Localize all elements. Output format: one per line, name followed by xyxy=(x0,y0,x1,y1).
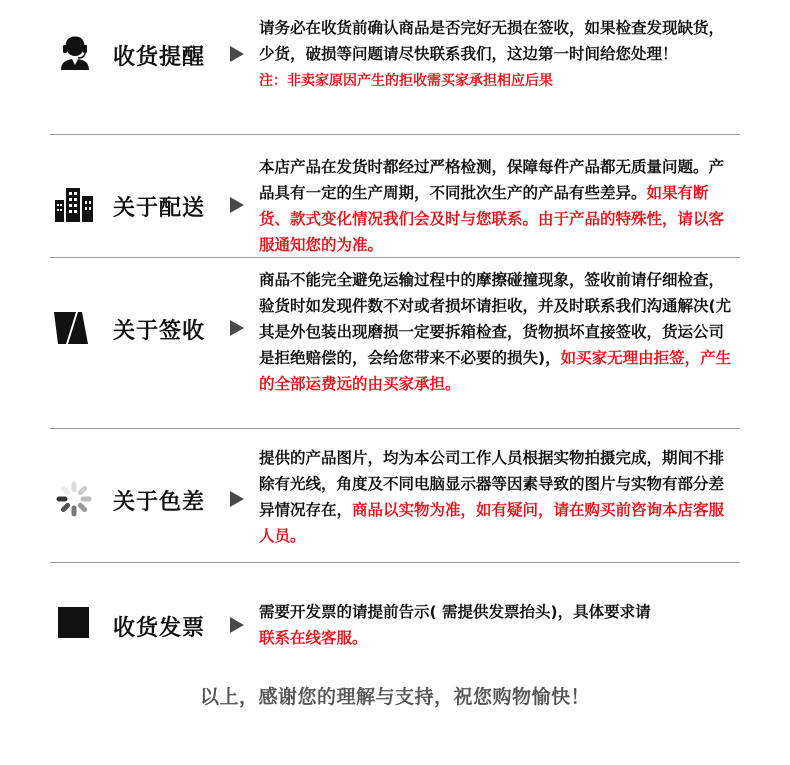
arrow-icon xyxy=(230,46,244,62)
section-delivery xyxy=(0,135,790,255)
section-title: 收货发票 xyxy=(113,616,206,641)
customer-service-icon xyxy=(57,34,93,70)
section-invoice xyxy=(0,563,790,663)
section-body: 商品不能完全避免运输过程中的摩擦碰撞现象，签收前请仔细检查，验货时如发现件数不对或者损坏请拒收，并及时联系我们沟通解决(尤其是外包装出现磨损一定要拆箱检查，货物损坏直接签收，货运公司是拒绝赔偿的，会给您带来不必要的损失)，如买家无理由拒签，产生的全部运费远的由买家承担。 xyxy=(259,271,732,393)
section-title: 关于配送 xyxy=(113,196,206,221)
signing-icon xyxy=(54,310,90,344)
section-signing xyxy=(0,258,790,428)
section-receipt-reminder xyxy=(0,0,790,135)
section-body: 需要开发票的请提前告示( 需提供发票抬头)，具体要求请 联系在线客服。 xyxy=(259,603,651,647)
arrow-icon xyxy=(230,617,244,633)
section-title: 收货提醒 xyxy=(113,45,206,70)
section-body: 本店产品在发货时都经过严格检测，保障每件产品都无质量问题。产品具有一定的生产周期，不同批次生产的产品有些差异。如果有断货、款式变化情况我们会及时与您联系。由于产品的特殊性，请以客服通知您的为准。 xyxy=(259,158,725,254)
section-title: 关于签收 xyxy=(113,319,206,344)
section-note: 注：非卖家原因产生的拒收需买家承担相应后果 xyxy=(259,73,553,89)
arrow-icon xyxy=(230,197,244,213)
invoice-square-icon xyxy=(58,607,89,638)
section-title: 关于色差 xyxy=(113,490,206,515)
section-body: 请务必在收货前确认商品是否完好无损在签收，如果检查发现缺货，少货，破损等问题请尽快联系我们，这边第一时间给您处理！ 注：非卖家原因产生的拒收需买家承担相应后果 xyxy=(259,19,725,89)
arrow-icon xyxy=(230,491,244,507)
loading-spinner-icon xyxy=(56,481,92,517)
footer-thanks: 以上，感谢您的理解与支持，祝您购物愉快！ xyxy=(199,686,590,708)
section-body: 提供的产品图片，均为本公司工作人员根据实物拍摄完成，期间不排除有光线，角度及不同电脑显示器等因素导致的图片与实物有部分差异情况存在，商品以实物为准，如有疑问，请在购买前咨询本店客服人员。 xyxy=(259,449,725,545)
section-color-difference xyxy=(0,429,790,549)
arrow-icon xyxy=(230,320,244,336)
buildings-icon xyxy=(55,188,93,222)
